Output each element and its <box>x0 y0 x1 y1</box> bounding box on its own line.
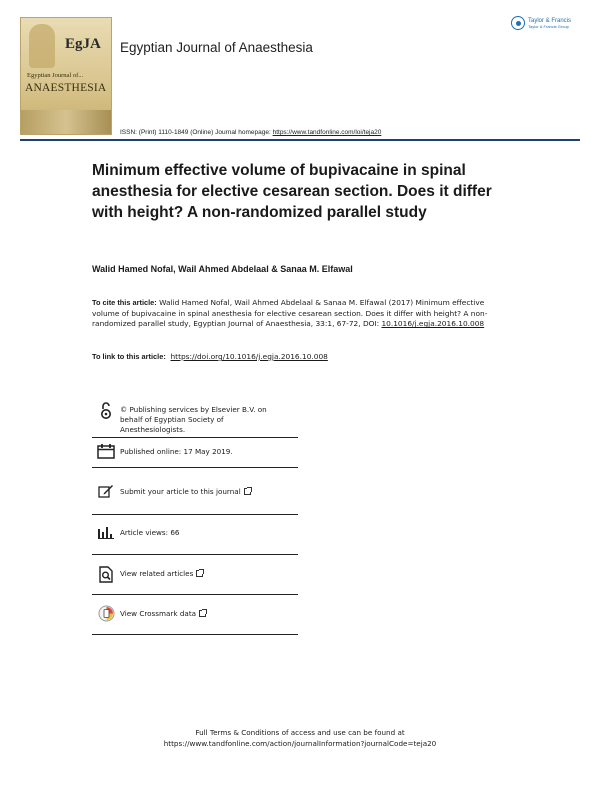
terms-url[interactable]: https://www.tandfonline.com/action/journalInformation?journalCode=teja20 <box>163 739 437 748</box>
article-link-row <box>92 352 328 361</box>
publisher-logo-icon <box>511 16 525 30</box>
bar-chart-icon <box>92 515 120 539</box>
journal-homepage-link[interactable]: https://www.tandfonline.com/loi/teja20 <box>272 129 382 136</box>
journal-cover-image <box>20 17 112 135</box>
issn-text: ISSN: (Print) 1110-1849 (Online) Journal homepage: <box>120 129 273 136</box>
article-doi-url[interactable]: https://doi.org/10.1016/j.egja.2016.10.008 <box>170 352 328 361</box>
open-access-icon <box>92 400 120 420</box>
issn-line <box>120 129 381 136</box>
article-title: Minimum effective volume of bupivacaine in spinal anesthesia for elective cesarean section. Does it differ with height? A non-randomized parallel study <box>92 162 492 221</box>
cover-subtitle: Egyptian Journal of... <box>27 72 84 79</box>
open-access-row <box>92 400 298 438</box>
submit-row[interactable] <box>92 468 298 515</box>
header-divider <box>20 139 580 141</box>
published-date: Published online: 17 May 2019. <box>120 447 233 456</box>
views-row <box>92 515 298 555</box>
edit-icon <box>92 468 120 498</box>
publisher-name: Taylor & Francis <box>528 17 572 24</box>
related-articles-label: View related articles <box>120 569 194 578</box>
search-document-icon <box>92 555 120 583</box>
crossmark-icon <box>92 595 120 622</box>
copyright-notice: © Publishing services by Elsevier B.V. on behalf of Egyptian Society of Anesthesiologists. <box>120 405 267 434</box>
article-authors: Walid Hamed Nofal, Wail Ahmed Abdelaal & Sanaa M. Elfawal <box>92 264 353 274</box>
related-row[interactable] <box>92 555 298 595</box>
external-link-icon <box>244 488 251 495</box>
citation-block <box>92 298 512 330</box>
related-articles-link[interactable] <box>120 555 203 579</box>
journal-name: Egyptian Journal of Anaesthesia <box>120 40 313 55</box>
cover-title: ANAESTHESIA <box>25 82 107 94</box>
crossmark-link[interactable] <box>120 595 206 619</box>
calendar-icon <box>92 438 120 459</box>
cite-text: Walid Hamed Nofal, Wail Ahmed Abdelaal & Sanaa M. Elfawal (2017) Minimum effective volume of bupivacaine in spinal anesthesia for elective cesarean section. Does it differ with height? A non-randomized parallel study, Egyptian Journal of Anaesthesia, 33:1, 67-72, DOI: <box>92 298 488 329</box>
doi-link[interactable]: 10.1016/j.egja.2016.10.008 <box>381 319 485 329</box>
submit-article-label: Submit your article to this journal <box>120 487 241 496</box>
cover-logo: EgJA <box>65 36 101 52</box>
link-label: To link to this article: <box>92 352 166 361</box>
submit-article-link[interactable] <box>120 468 251 497</box>
article-info-box <box>92 400 298 635</box>
terms-footer <box>0 727 600 749</box>
terms-line: Full Terms & Conditions of access and use can be found at <box>195 728 405 737</box>
published-row <box>92 438 298 468</box>
publisher-logo[interactable] <box>511 16 571 30</box>
cover-band <box>21 110 111 135</box>
publisher-tagline: Taylor & Francis Group <box>528 23 569 29</box>
crossmark-row[interactable] <box>92 595 298 635</box>
external-link-icon <box>199 610 206 617</box>
crossmark-label: View Crossmark data <box>120 609 197 618</box>
external-link-icon <box>196 570 203 577</box>
article-views: Article views: 66 <box>120 528 180 537</box>
cite-label: To cite this article: <box>92 298 157 307</box>
cover-figure <box>29 24 55 68</box>
